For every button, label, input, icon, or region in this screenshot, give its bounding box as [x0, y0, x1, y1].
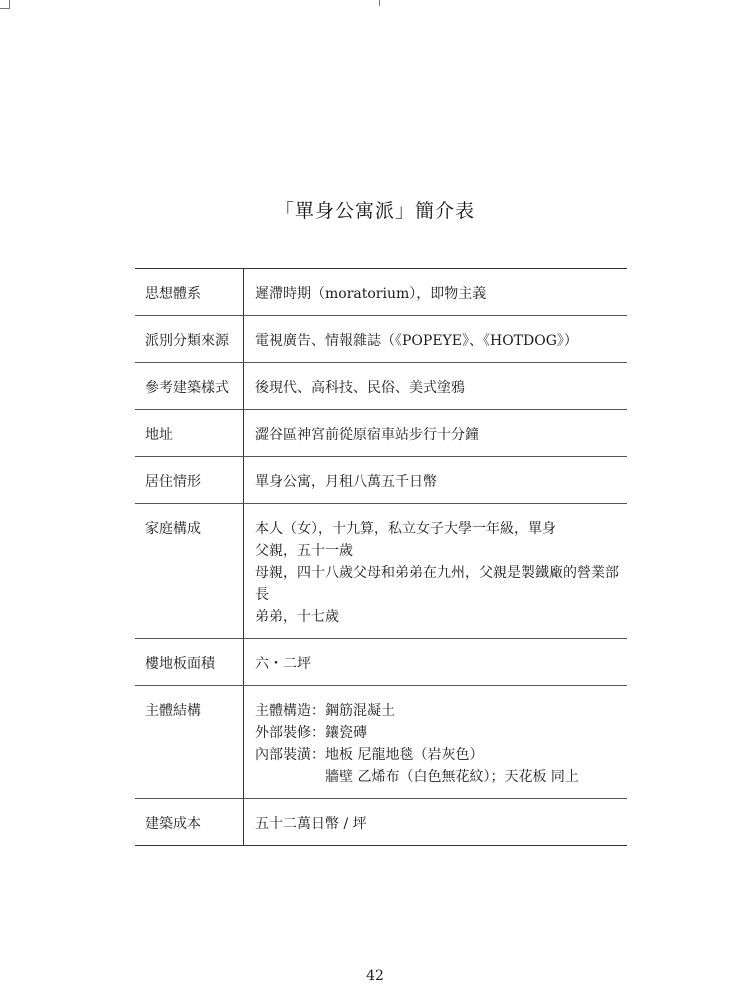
value-line: 弟弟，十七歲 — [255, 609, 339, 625]
crop-mark-corner-h — [0, 8, 9, 9]
row-value — [244, 316, 628, 363]
row-value — [244, 457, 628, 504]
row-value — [244, 410, 628, 457]
row-value — [244, 269, 628, 316]
table-row — [135, 269, 627, 316]
table-row — [135, 410, 627, 457]
profile-table — [135, 268, 627, 846]
value-line: 澀谷區神宮前從原宿車站步行十分鐘 — [255, 427, 479, 443]
row-label: 主體結構 — [135, 686, 244, 799]
table-row — [135, 504, 627, 639]
value-line: 本人（女），十九算，私立女子大學一年級，單身 — [255, 521, 556, 537]
row-label: 居住情形 — [135, 457, 244, 504]
row-label: 思想體系 — [135, 269, 244, 316]
value-line: 牆壁 乙烯布（白色無花紋）；天花板 同上 — [325, 769, 579, 785]
page-title: 「單身公寓派」簡介表 — [274, 200, 475, 222]
table-row — [135, 457, 627, 504]
value-line: 外部裝修：鑲瓷磚 — [255, 725, 367, 741]
row-value — [244, 639, 628, 686]
value-line: 母親，四十八歲父母和弟弟在九州，父親是製鐵廠的營業部長 — [255, 565, 619, 603]
table-row — [135, 799, 627, 846]
row-label: 家庭構成 — [135, 504, 244, 639]
row-value — [244, 504, 628, 639]
row-label: 參考建築樣式 — [135, 363, 244, 410]
value-line: 內部裝潢：地板 尼龍地毯（岩灰色） — [255, 747, 484, 763]
table-row — [135, 639, 627, 686]
row-value — [244, 686, 628, 799]
value-line: 單身公寓，月租八萬五千日幣 — [255, 474, 437, 490]
value-line: 主體構造：鋼筋混凝土 — [255, 703, 395, 719]
row-value — [244, 799, 628, 846]
page-number: 42 — [366, 968, 384, 984]
value-line: 六・二坪 — [255, 656, 311, 672]
value-line: 五十二萬日幣 / 坪 — [255, 816, 367, 832]
table-row — [135, 686, 627, 799]
crop-mark-center — [379, 0, 380, 6]
value-line: 後現代、高科技、民俗、美式塗鴉 — [255, 380, 465, 396]
row-label: 派別分類來源 — [135, 316, 244, 363]
row-label: 樓地板面積 — [135, 639, 244, 686]
row-label: 建築成本 — [135, 799, 244, 846]
row-value — [244, 363, 628, 410]
row-label: 地址 — [135, 410, 244, 457]
table-row — [135, 316, 627, 363]
crop-mark-corner-v — [9, 0, 10, 9]
value-line: 電視廣告、情報雜誌（《POPEYE》、《HOTDOG》） — [255, 333, 578, 349]
table-row — [135, 363, 627, 410]
value-line: 父親，五十一歲 — [255, 543, 353, 559]
value-line: 遲滯時期（moratorium），即物主義 — [255, 286, 487, 302]
